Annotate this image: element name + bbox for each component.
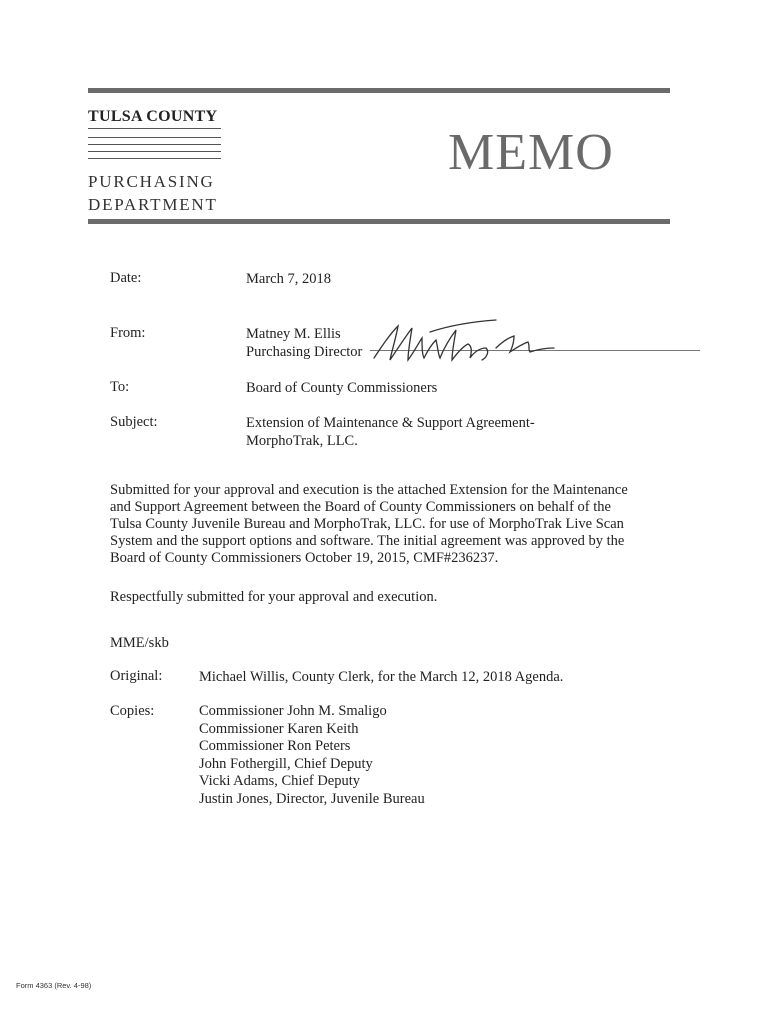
copy-recipient: Commissioner Ron Peters [199,738,351,754]
copy-recipient: Vicki Adams, Chief Deputy [199,773,361,789]
initials: MME/skb [110,635,169,651]
body-paragraph [110,482,670,567]
subject-line-2: MorphoTrak, LLC. [246,433,358,449]
department-line-2: DEPARTMENT [88,195,218,214]
copy-recipient: Commissioner John M. Smaligo [199,703,387,719]
copies-list [199,703,425,808]
signature-image [368,318,568,368]
to-label: To: [110,379,130,395]
county-underline [88,128,221,129]
closing-line: Respectfully submitted for your approval and execution. [110,589,438,605]
memo-title: MEMO [448,124,614,181]
original-value: Michael Willis, County Clerk, for the March 12, 2018 Agenda. [199,669,564,685]
header-top-rule [88,88,670,93]
date-value: March 7, 2018 [246,271,331,287]
subject-value [246,414,535,450]
subject-line-1: Extension of Maintenance & Support Agreement- [246,415,535,431]
department-line-1: PURCHASING [88,172,215,191]
letterhead-lines [88,137,221,165]
paragraph-line: Tulsa County Juvenile Bureau and MorphoTrak, LLC. for use of MorphoTrak Live Scan [110,516,624,532]
from-title: Purchasing Director [246,344,363,360]
copy-recipient: Commissioner Karen Keith [199,720,359,737]
copy-recipient: John Fothergill, Chief Deputy [199,755,373,772]
department-name [88,170,218,216]
original-label: Original: [110,668,163,684]
paragraph-line: and Support Agreement between the Board of County Commissioners on behalf of the [110,499,611,515]
to-value: Board of County Commissioners [246,380,438,396]
from-label: From: [110,325,146,341]
copy-recipient: Justin Jones, Director, Juvenile Bureau [199,790,425,807]
from-name: Matney M. Ellis [246,326,341,342]
from-value [246,325,362,361]
date-label: Date: [110,270,142,286]
subject-label: Subject: [110,414,158,430]
county-name: TULSA COUNTY [88,108,218,125]
header-bottom-rule [88,219,670,224]
form-number: Form 4363 (Rev. 4-98) [16,981,92,990]
paragraph-line: Board of County Commissioners October 19, 2015, CMF#236237. [110,550,499,566]
copies-label: Copies: [110,703,155,719]
paragraph-line: System and the support options and software. The initial agreement was approved by the [110,533,625,549]
paragraph-line: Submitted for your approval and execution is the attached Extension for the Maintenance [110,482,628,498]
